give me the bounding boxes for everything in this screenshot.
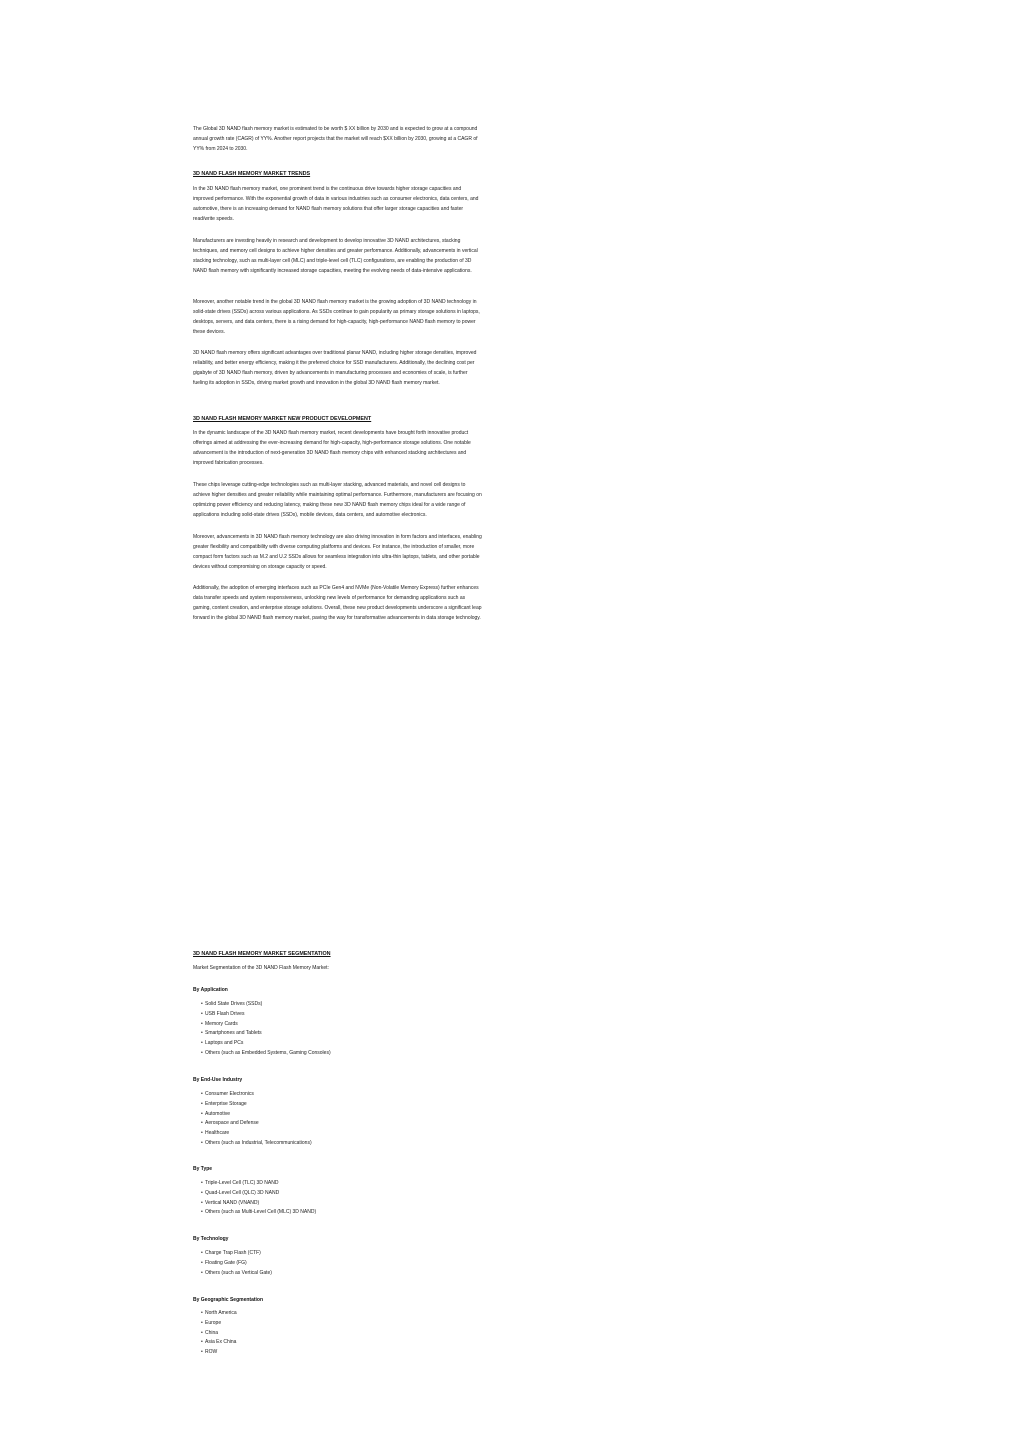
list-item bbox=[193, 1208, 483, 1218]
bullet-icon: • bbox=[201, 1310, 203, 1316]
segment-list-geographic bbox=[193, 1309, 483, 1358]
segment-group-technology bbox=[193, 1235, 483, 1244]
list-item-label: Solid State Drives (SSDs) bbox=[205, 1001, 263, 1007]
bullet-icon: • bbox=[201, 1001, 203, 1007]
trends-paragraph: In the 3D NAND flash memory market, one prominent trend is the continuous drive towards higher storage capacities and improved performance. With the exponential growth of data in various industries such as consumer electronics, data centers, and automotive, there is an increasing demand for NAND flash memory solutions that offer larger storage capacities and faster read/write speeds. bbox=[193, 186, 479, 222]
bullet-icon: • bbox=[201, 1091, 203, 1097]
list-item bbox=[193, 1139, 483, 1149]
trends-paragraph-4-block bbox=[193, 348, 483, 388]
development-paragraph-2-block bbox=[193, 480, 483, 520]
intro-paragraph: The Global 3D NAND flash memory market is estimated to be worth $ XX billion by 2030 and is expected to grow at a compound annual growth rate (CAGR) of YY%. Another report projects that the market will reach $XX billion by 2030, growing at a CAGR of YY% from 2024 to 2030. bbox=[193, 126, 478, 152]
development-paragraph: Moreover, advancements in 3D NAND flash memory technology are also driving innovation in form factors and interfaces, enabling greater flexibility and compatibility with diverse computing platforms and devices. For instance, the introduction of smaller, more compact form factors such as M.2 and U.2 SSDs allows for seamless integration into ultra-thin laptops, tablets, and other portable devices without compromising on storage capacity or speed. bbox=[193, 534, 482, 570]
list-item-label: China bbox=[205, 1329, 219, 1336]
list-item-label: Aerospace and Defense bbox=[205, 1120, 259, 1127]
bullet-icon: • bbox=[201, 1349, 203, 1356]
list-item bbox=[193, 1249, 483, 1259]
list-item-label: North America bbox=[205, 1310, 237, 1316]
list-item bbox=[193, 1129, 483, 1139]
list-item bbox=[193, 1049, 483, 1059]
bullet-icon: • bbox=[201, 1209, 203, 1216]
list-item-label: Others (such as Vertical Gate) bbox=[205, 1269, 272, 1276]
segment-list bbox=[193, 1309, 483, 1358]
bullet-icon: • bbox=[201, 1010, 203, 1017]
list-item bbox=[193, 1039, 483, 1049]
segment-list bbox=[193, 1179, 483, 1218]
list-item bbox=[193, 1309, 483, 1319]
development-paragraph: These chips leverage cutting-edge technologies such as multi-layer stacking, advanced materials, and novel cell designs to achieve higher densities and greater reliability while maintaining optimal performance. Furthermore, manufacturers are focusing on optimizing power efficiency and reducing latency, making these new 3D NAND flash memory chips ideal for a wide range of applications including solid-state drives (SSDs), mobile devices, data centers, and automotive electronics. bbox=[193, 482, 482, 518]
list-item bbox=[193, 1020, 483, 1030]
bullet-icon: • bbox=[201, 1110, 203, 1117]
trends-paragraph: Manufacturers are investing heavily in research and development to develop innovative 3D NAND architectures, stacking techniques, and memory cell designs to achieve higher densities and greater performance. Additionally, advancements in vertical stacking technology, such as multi-layer cell (MLC) and triple-level cell (TLC) configurations, are enabling the production of 3D NAND flash memory with significantly increased storage capacities, meeting the evolving needs of data-intensive applications. bbox=[193, 238, 478, 274]
bullet-icon: • bbox=[201, 1020, 203, 1027]
segment-group-title: By Geographic Segmentation bbox=[193, 1297, 264, 1303]
trends-paragraph-3-block bbox=[193, 297, 483, 337]
bullet-icon: • bbox=[201, 1329, 203, 1336]
trends-paragraph: Moreover, another notable trend in the global 3D NAND flash memory market is the growing adoption of 3D NAND technology in solid-state drives (SSDs) across various applications. As SSDs continue to gain popularity as primary storage solutions in laptops, desktops, servers, and data centers, there is a rising demand for high-capacity, high-performance NAND flash memory to power these devices. bbox=[193, 299, 480, 335]
bullet-icon: • bbox=[201, 1339, 203, 1346]
segment-group-type bbox=[193, 1165, 483, 1174]
list-item-label: USB Flash Drives bbox=[205, 1010, 245, 1017]
list-item-label: Charge Trap Flash (CTF) bbox=[205, 1250, 261, 1256]
list-item bbox=[193, 1199, 483, 1209]
bullet-icon: • bbox=[201, 1199, 203, 1206]
segment-list-technology bbox=[193, 1249, 483, 1278]
segment-group-end-use bbox=[193, 1076, 483, 1085]
segmentation-intro-block bbox=[193, 963, 483, 973]
list-item bbox=[193, 1000, 483, 1010]
list-item bbox=[193, 1189, 483, 1199]
bullet-icon: • bbox=[201, 1030, 203, 1037]
bullet-icon: • bbox=[201, 1189, 203, 1196]
segment-list bbox=[193, 1090, 483, 1149]
bullet-icon: • bbox=[201, 1130, 203, 1137]
bullet-icon: • bbox=[201, 1259, 203, 1266]
segment-group-geographic bbox=[193, 1296, 483, 1305]
list-item bbox=[193, 1329, 483, 1339]
list-item-label: Asia Ex China bbox=[205, 1339, 237, 1346]
segment-list bbox=[193, 1249, 483, 1278]
segment-list bbox=[193, 1000, 483, 1059]
segment-group-title: By Application bbox=[193, 987, 228, 993]
list-item-label: Vertical NAND (VNAND) bbox=[205, 1199, 260, 1206]
segment-list-type bbox=[193, 1179, 483, 1218]
list-item bbox=[193, 1179, 483, 1189]
list-item bbox=[193, 1269, 483, 1279]
segment-group-title: By Technology bbox=[193, 1236, 229, 1242]
bullet-icon: • bbox=[201, 1319, 203, 1326]
list-item-label: Smartphones and Tablets bbox=[205, 1030, 262, 1037]
list-item-label: Healthcare bbox=[205, 1130, 230, 1137]
segment-group-title: By Type bbox=[193, 1166, 213, 1172]
list-item bbox=[193, 1010, 483, 1020]
segmentation-intro: Market Segmentation of the 3D NAND Flash Memory Market: bbox=[193, 965, 329, 971]
list-item-label: Automotive bbox=[205, 1110, 231, 1117]
list-item-label: Enterprise Storage bbox=[205, 1100, 247, 1107]
list-item-label: Europe bbox=[205, 1319, 222, 1326]
intro-section bbox=[193, 124, 483, 154]
list-item bbox=[193, 1348, 483, 1358]
list-item bbox=[193, 1090, 483, 1100]
list-item-label: Quad-Level Cell (QLC) 3D NAND bbox=[205, 1189, 280, 1196]
bullet-icon: • bbox=[201, 1120, 203, 1127]
list-item bbox=[193, 1029, 483, 1039]
trends-paragraph-2-block bbox=[193, 236, 483, 276]
list-item bbox=[193, 1338, 483, 1348]
list-item-label: Others (such as Industrial, Telecommunications) bbox=[205, 1139, 312, 1146]
list-item-label: Others (such as Multi-Level Cell (MLC) 3D NAND) bbox=[205, 1209, 317, 1216]
bullet-icon: • bbox=[201, 1250, 203, 1256]
list-item bbox=[193, 1259, 483, 1269]
list-item-label: Floating Gate (FG) bbox=[205, 1259, 247, 1266]
development-paragraph: Additionally, the adoption of emerging interfaces such as PCIe Gen4 and NVMe (Non-Volatile Memory Express) further enhances data transfer speeds and system responsiveness, unlocking new levels of performance for demanding applications such as gaming, content creation, and enterprise storage solutions. Overall, these new product developments underscore a significant leap forward in the global 3D NAND flash memory market, paving the way for transformative advancements in data storage technology. bbox=[193, 585, 482, 621]
bullet-icon: • bbox=[201, 1269, 203, 1276]
trends-heading: 3D NAND FLASH MEMORY MARKET TRENDS bbox=[193, 171, 311, 177]
segmentation-section bbox=[193, 950, 483, 959]
segmentation-heading: 3D NAND FLASH MEMORY MARKET SEGMENTATION bbox=[193, 951, 331, 957]
list-item-label: Memory Cards bbox=[205, 1020, 238, 1027]
bullet-icon: • bbox=[201, 1040, 203, 1047]
list-item bbox=[193, 1110, 483, 1120]
development-paragraph-4-block bbox=[193, 583, 483, 623]
bullet-icon: • bbox=[201, 1049, 203, 1056]
segment-list-application bbox=[193, 1000, 483, 1059]
trends-section bbox=[193, 170, 483, 179]
segment-group-application bbox=[193, 986, 483, 995]
bullet-icon: • bbox=[201, 1139, 203, 1146]
development-section bbox=[193, 415, 483, 424]
trends-paragraph: 3D NAND flash memory offers significant advantages over traditional planar NAND, including higher storage densities, improved reliability, and better energy efficiency, making it the preferred choice for SSD manufacturers. Additionally, the declining cost per gigabyte of 3D NAND flash memory, driven by advancements in manufacturing processes and economies of scale, is further fueling its adoption in SSDs, driving market growth and innovation in the global 3D NAND flash memory market. bbox=[193, 350, 477, 386]
development-heading: 3D NAND FLASH MEMORY MARKET NEW PRODUCT DEVELOPMENT bbox=[193, 416, 372, 422]
development-paragraph-3-block bbox=[193, 532, 483, 572]
list-item bbox=[193, 1100, 483, 1110]
segment-group-title: By End-Use Industry bbox=[193, 1077, 243, 1083]
bullet-icon: • bbox=[201, 1100, 203, 1107]
list-item bbox=[193, 1319, 483, 1329]
list-item-label: Others (such as Embedded Systems, Gaming Consoles) bbox=[205, 1049, 331, 1056]
development-paragraph: In the dynamic landscape of the 3D NAND flash memory market, recent developments have brought forth innovative product offerings aimed at addressing the ever-increasing demand for high-capacity, high-performance storage solutions. One notable advancement is the introduction of next-generation 3D NAND flash memory chips with enhanced stacking architectures and improved fabrication processes. bbox=[193, 430, 471, 466]
bullet-icon: • bbox=[201, 1180, 203, 1186]
list-item-label: Laptops and PCs bbox=[205, 1040, 244, 1047]
trends-paragraph-1-block bbox=[193, 184, 483, 224]
segment-list-end-use bbox=[193, 1090, 483, 1149]
list-item-label: ROW bbox=[205, 1349, 218, 1356]
list-item bbox=[193, 1119, 483, 1129]
list-item-label: Triple-Level Cell (TLC) 3D NAND bbox=[205, 1180, 279, 1186]
development-paragraph-1-block bbox=[193, 428, 483, 468]
list-item-label: Consumer Electronics bbox=[205, 1091, 254, 1097]
